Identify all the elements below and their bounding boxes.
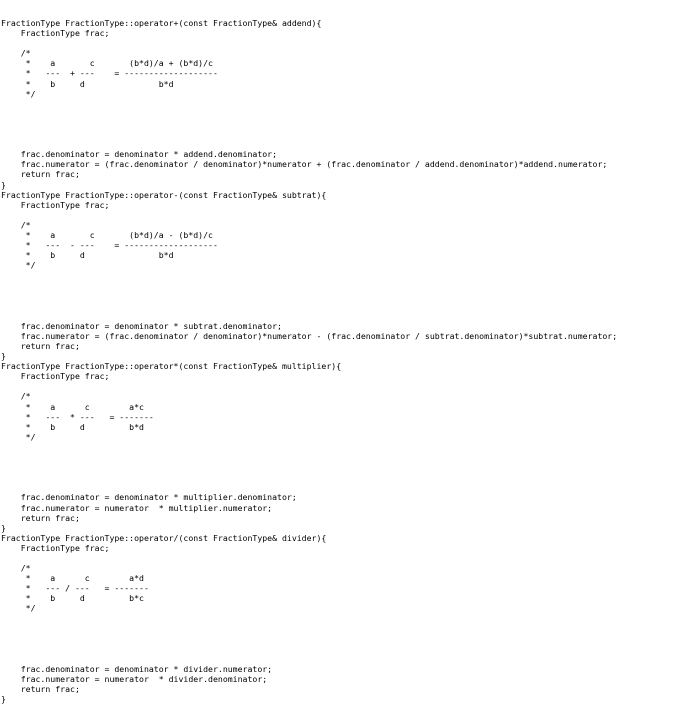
code-line: * a c a*c [1,401,144,412]
code-line [1,624,700,634]
code-line: * --- / --- = ------- [1,583,149,594]
code-line: FractionType frac; [1,199,110,210]
code-line [1,210,700,220]
code-line: * b d b*d [1,250,174,261]
code-line: frac.denominator = denominator * multiplier.denominator; [1,492,297,503]
code-line [1,381,700,391]
code-line: frac.denominator = denominator * divider.numerator; [1,664,273,674]
code-line [1,452,700,462]
code-line: * b d b*c [1,593,144,604]
code-line: FractionType FractionType::operator/(const FractionType& divider){ [1,532,327,543]
code-line [1,462,700,472]
code-line: } [1,351,6,362]
code-line: FractionType frac; [1,371,110,382]
code-line: } [1,694,6,704]
code-line [1,109,700,119]
code-line [1,553,700,563]
code-line: return frac; [1,684,80,695]
code-line [1,654,700,664]
code-line: return frac; [1,341,80,351]
code-line [1,442,700,452]
code-line [1,311,700,321]
code-line: * --- - --- = ------------------- [1,240,218,251]
code-line [1,482,700,492]
code-line: } [1,522,6,533]
code-line: FractionType FractionType::operator-(const FractionType& subtrat){ [1,189,327,200]
code-line [1,38,700,48]
code-line: */ [1,603,36,614]
code-line: frac.numerator = (frac.denominator / denominator)*numerator + (frac.denominator / addend.denominator)*addend.numerator; [1,159,608,170]
code-line: } [1,179,6,190]
code-line [1,644,700,654]
code-line: frac.denominator = denominator * addend.denominator; [1,149,278,160]
code-line: * a c (b*d)/a + (b*d)/c [1,58,213,69]
code-line: * --- + --- = ------------------- [1,68,218,79]
code-line [1,291,700,301]
code-line: FractionType frac; [1,28,110,39]
code-line [1,129,700,139]
code-line [1,139,700,149]
code-line: * --- * --- = ------- [1,411,154,422]
code-line: /* [1,219,31,230]
code-line [1,634,700,644]
code-line: frac.numerator = numerator * divider.denominator; [1,674,268,685]
code-line: return frac; [1,512,80,523]
code-line: frac.numerator = (frac.denominator / denominator)*numerator - (frac.denominator / subtrat.denominator)*subtrat.numerator; [1,330,618,341]
code-line [1,472,700,482]
code-line: /* [1,391,31,402]
code-line: */ [1,431,36,442]
code-line: FractionType FractionType::operator+(const FractionType& addend){ [1,18,322,28]
code-line: * a c (b*d)/a - (b*d)/c [1,229,213,240]
code-line: * b d b*d [1,78,174,89]
code-line: frac.denominator = denominator * subtrat.denominator; [1,320,282,331]
code-line [1,99,700,109]
code-line [1,280,700,290]
code-line: return frac; [1,169,80,180]
code-line: */ [1,260,36,271]
code-line: FractionType frac; [1,542,110,553]
code-line: */ [1,88,36,99]
code-line: * a c a*d [1,573,144,584]
code-line [1,301,700,311]
code-line: frac.numerator = numerator * multiplier.numerator; [1,502,273,513]
code-line: /* [1,563,31,574]
code-listing [1,18,700,704]
code-line: * b d b*d [1,421,144,432]
code-line [1,119,700,129]
code-line: /* [1,48,31,59]
code-line [1,270,700,280]
code-line: FractionType FractionType::operator*(const FractionType& multiplier){ [1,361,342,372]
code-line [1,614,700,624]
